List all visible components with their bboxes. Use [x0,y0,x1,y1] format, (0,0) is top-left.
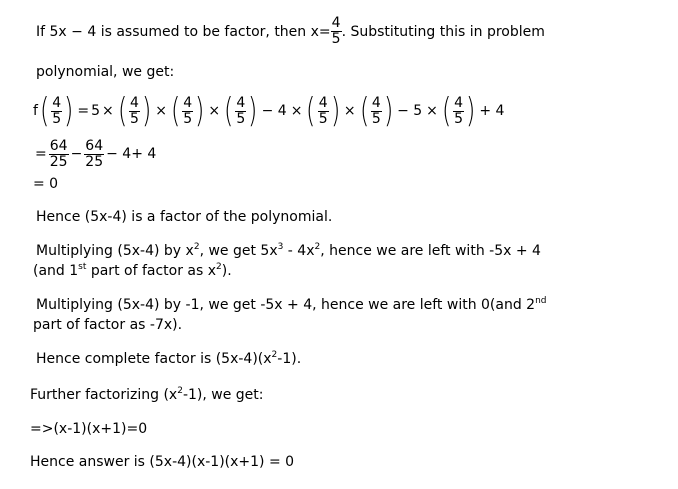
paren-fraction: ( $\frac{4}{5}$ ) [441,91,476,131]
implies-equation: =>(x-1)(x+1)=0 [30,421,148,437]
paren-fraction: ( $\frac{4}{5}$ ) [170,91,205,131]
multiply-neg1-line-2: part of factor as -7x). [33,317,183,333]
fraction-64-25: $\frac{64}{25}$ [85,137,104,170]
intro-text-after: . Substituting this in problem [341,23,545,40]
hence-factor-text: Hence (5x-4) is a factor of the polynomial. [36,209,333,225]
x-value-fraction: $\frac{4}{5}$ [331,15,341,47]
simplified-equation: = $\frac{64}{25}$ − $\frac{64}{25}$ − 4+ 4 [35,137,157,170]
substitution-equation: f ( $\frac{4}{5}$ ) = 5 × ( $\frac{4}{5}$ ) × ( $\frac{4}{5}$ ) × ( $\frac{4}{5}$ ) − 4 × ( $\frac{4}{5}$ ) × ( $\frac{4}{5}$ ) − 5 × ( $\frac{4}{5}$ ) + 4 [33,91,505,131]
paren-fraction: ( $\frac{4}{5}$ ) [117,91,152,131]
intro-line-1 [36,16,545,47]
paren-fraction: ( $\frac{4}{5}$ ) [306,91,340,131]
multiply-x2-line-2: (and 1st part of factor as $x^2$). [33,262,232,279]
intro-text: If 5x − 4 is assumed to be factor, then x= [36,23,331,40]
paren-fraction: ( $\frac{4}{5}$ ) [39,91,74,131]
result-zero: = 0 [33,176,59,192]
complete-factor-text: Hence complete factor is $(5x-4)(x^2-1)$. [36,350,302,367]
multiply-x2-line-1: Multiplying (5x-4) by $x^2$, we get $5x^3 - 4x^2$, hence we are left with -5x + 4 [36,242,541,259]
intro-line-2: polynomial, we get: [36,64,175,80]
fraction-64-25: $\frac{64}{25}$ [49,137,68,170]
final-answer: Hence answer is (5x-4)(x-1)(x+1) = 0 [30,454,295,470]
paren-fraction: ( $\frac{4}{5}$ ) [224,91,258,131]
further-factorizing-text: Further factorizing $(x^2-1)$, we get: [30,386,264,403]
paren-fraction: ( $\frac{4}{5}$ ) [359,91,394,131]
multiply-neg1-line-1: Multiplying (5x-4) by -1, we get -5x + 4, hence we are left with 0(and 2nd [36,296,547,313]
